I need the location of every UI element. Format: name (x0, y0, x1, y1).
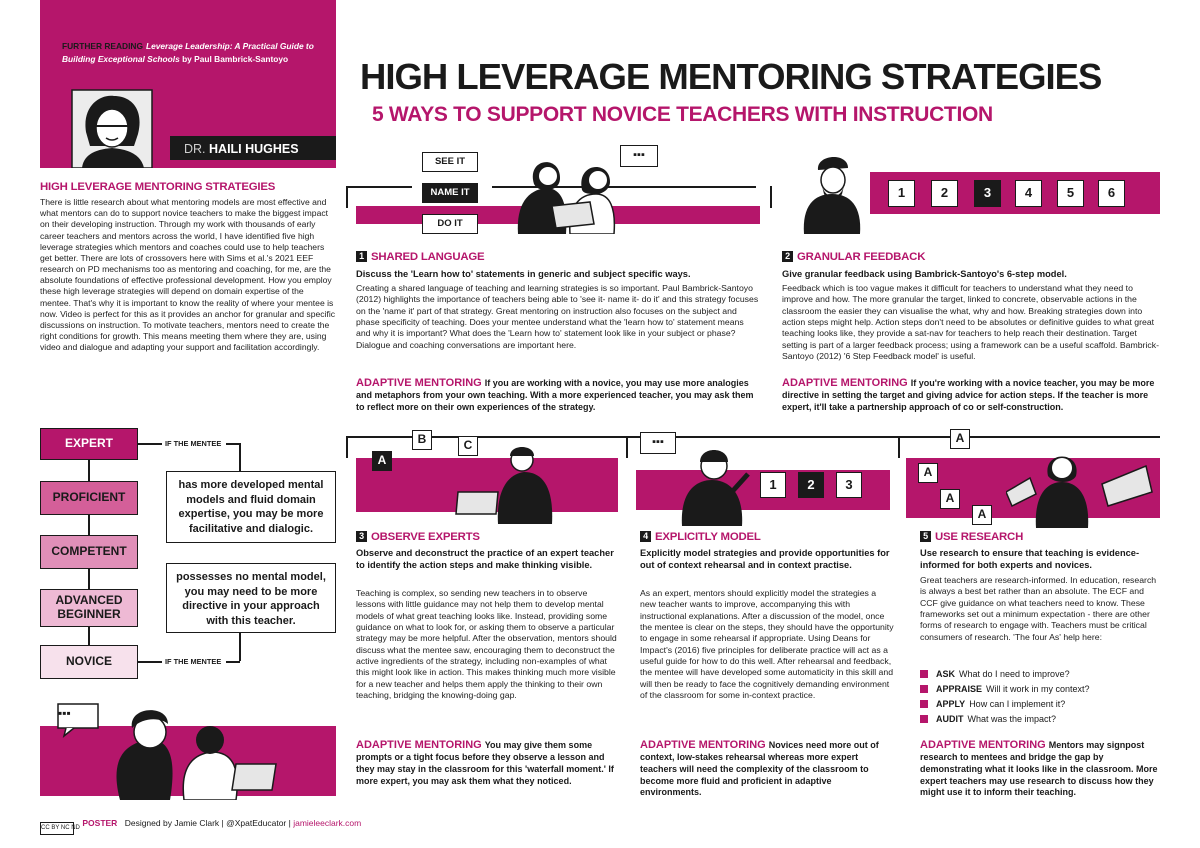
mentee-line (138, 443, 162, 445)
author-name: DR. HAILI HUGHES (170, 136, 336, 160)
section-2-adaptive: ADAPTIVE MENTORING If you're working with a novice teacher, you may be more directive in setting the target and giving advice for action steps. If the teacher is more expert, it'll take a partnership approach of co or self-construction. (782, 377, 1155, 412)
further-reading: FURTHER READING Leverage Leadership: A Practical Guide to Building Exceptional Schools by Paul Bambrick-Santoyo (62, 41, 314, 64)
list-item: APPRAISE Will it work in my context? (920, 684, 1160, 694)
mentee-expert-box: has more developed mental models and fluid domain expertise, you may be more facilitative and dialogic. (166, 471, 336, 543)
section-3-lead: Observe and deconstruct the practice of an expert teacher to identify the action steps and make thinking visible. (356, 548, 614, 571)
divider (346, 186, 412, 188)
stage-advanced-beginner: ADVANCED BEGINNER (40, 589, 138, 627)
footer (40, 818, 361, 835)
section-5-title: 5 USE RESEARCH (920, 531, 1023, 543)
page-subtitle: 5 WAYS TO SUPPORT NOVICE TEACHERS WITH INSTRUCTION (372, 103, 993, 126)
section-4-lead: Explicitly model strategies and provide opportunities for out of context rehearsal and in context practise. (640, 548, 890, 571)
mentee-novice-box: possesses no mental model, you may need to be more directive in your approach with this teacher. (166, 563, 336, 633)
section-4-text: As an expert, mentors should explicitly model the strategies a new teacher wants to improve, accompanying this with instructional explanations. After a discussion of the model, once the mentee is clear on the steps, they should have the opportunity to engage in some rehearsal if appropriate. Using Deans for Impact's (2016) five principles for deliberate practice will act as a useful guide for how to do this well. After rehearsal and feedback, the mentee will have developed some automaticity in this skill and will then be ready to face the cognitively demanding environment of the classroom for some in-context practice. (640, 588, 894, 700)
list-item: ASK What do I need to improve? (920, 669, 1160, 679)
see-it-label: SEE IT (422, 152, 478, 172)
shared-language-illustration (510, 148, 620, 234)
section-3-adaptive: ADAPTIVE MENTORING You may give them some prompts or a tight focus before they observe a lesson and they may stay in the classroom for this 'waterfall moment.' If more expert, you may ask them what they noticed. (356, 739, 614, 786)
list-item: AUDIT What was the impact? (920, 714, 1160, 724)
letter-a: A (950, 429, 970, 449)
divider (346, 436, 348, 458)
intro-title: HIGH LEVERAGE MENTORING STRATEGIES (40, 181, 276, 193)
feedback-illustration (800, 150, 866, 234)
section-1-lead: Discuss the 'Learn how to' statements in generic and subject specific ways. (356, 269, 691, 279)
section-2-lead: Give granular feedback using Bambrick-Santoyo's 6-step model. (782, 269, 1067, 279)
letter-a: A (372, 451, 392, 471)
model-step-3: 3 (836, 472, 862, 498)
letter-b: B (412, 430, 432, 450)
letter-a: A (940, 489, 960, 509)
model-step-1: 1 (760, 472, 786, 498)
speech-bubble: ▪▪▪ (620, 145, 658, 167)
stage-connector (88, 460, 90, 481)
page-title: HIGH LEVERAGE MENTORING STRATEGIES (360, 56, 1102, 97)
author-portrait (64, 86, 160, 168)
footer-credit: Designed by Jamie Clark | @XpatEducator | (124, 818, 291, 828)
section-5-adaptive: ADAPTIVE MENTORING Mentors may signpost research to mentees and bridge the gap by demonstrating what it looks like in the classroom. More expert teachers may use research to discuss how they might use it to inform their teaching. (920, 739, 1158, 798)
section-3-text: Teaching is complex, so sending new teachers in to observe lessons with little guidance may not help them to develop mental models of what great teaching looks like. Instead, providing some guidance on what to look for, or asking them to observe a particular strategy may be more helpful. After the observation, mentors should discuss what the mentee saw, encouraging them to deconstruct the active ingredients of the strategy, including non-examples of what this might look like in action. This makes thinking much more visible for a new teacher and helps them apply the thinking to their own teaching, bridging the knowing-doing gap. (356, 588, 617, 700)
stage-proficient: PROFICIENT (40, 481, 138, 515)
section-5-lead: Use research to ensure that teaching is evidence-informed for both experts and novices. (920, 548, 1140, 571)
divider (626, 436, 628, 458)
section-2-title: 2 GRANULAR FEEDBACK (782, 251, 925, 263)
letter-a: A (918, 463, 938, 483)
mentee-line (239, 443, 241, 471)
step-2: 2 (931, 180, 958, 207)
stage-competent: COMPETENT (40, 535, 138, 569)
divider (770, 186, 772, 208)
intro-text: There is little research about what mentoring models are most effective and what mentors can do to support novice teachers to make the biggest impact on their developing instruction. Through my work with thousands of early career teachers and mentors across the world, I have identified five high leverage strategies which mentors and coaches could use to help teachers get better. There are lots of crossovers here with Sims et al.'s 2021 EEF research on PD mechanisms too as mentoring and coaching, for me, are the absolute foundations of effective professional development. How you employ these high leverage strategies will depend on domain expertise of the mentee. That's why it is important to know the reality of where your mentee is now. Video is perfect for this as it provides an anchor for granular and specific discussions on instruction. To motivate teachers, mentors need to create the right conditions for growth. This means meeting them where they are, using video and dialogue and adapting your support and facilitation accordingly. (40, 197, 336, 353)
list-item: APPLY How can I implement it? (920, 699, 1160, 709)
license-badge: CC BY NC ND (40, 822, 74, 835)
do-it-label: DO IT (422, 214, 478, 234)
stage-connector (88, 627, 90, 645)
letter-a: A (972, 505, 992, 525)
observe-illustration (452, 440, 562, 524)
mentee-line (239, 633, 241, 661)
model-illustration (676, 446, 752, 526)
section-3-title: 3 OBSERVE EXPERTS (356, 531, 480, 543)
step-1: 1 (888, 180, 915, 207)
mentee-line (226, 443, 240, 445)
name-it-label: NAME IT (422, 183, 478, 203)
stage-connector (88, 569, 90, 589)
step-3: 3 (974, 180, 1001, 207)
research-illustration (1006, 444, 1156, 528)
step-6: 6 (1098, 180, 1125, 207)
footer-site-link[interactable]: jamieleeclark.com (293, 818, 362, 828)
model-step-2: 2 (798, 472, 824, 498)
divider (346, 186, 348, 208)
speech-bubble: ▪▪▪ (640, 432, 676, 454)
mentoring-illustration (40, 692, 336, 800)
mentee-tag-novice: IF THE MENTEE (165, 657, 222, 666)
footer-poster: POSTER (82, 818, 118, 828)
stage-novice: NOVICE (40, 645, 138, 679)
step-5: 5 (1057, 180, 1084, 207)
four-as-list (920, 669, 1160, 729)
stage-expert: EXPERT (40, 428, 138, 460)
speech-bubble: ▪▪▪ (58, 706, 71, 720)
step-4: 4 (1015, 180, 1042, 207)
section-4-adaptive: ADAPTIVE MENTORING Novices need more out of context, low-stakes rehearsal whereas more expert teachers will need the complexity of the classroom to become more fluid and proficient in adaptive environments. (640, 739, 879, 798)
stage-connector (88, 515, 90, 535)
mentee-line (138, 661, 162, 663)
letter-c: C (458, 436, 478, 456)
section-2-text: Feedback which is too vague makes it difficult for teachers to understand what they need to improve and how. The more granular the target, linked to concrete, observable actions in the classroom the easier they can visualise the what, why and how. Breaking strategies down into action steps might help. Action steps don't need to be absolutes or definitive guides to what great teaching looks like, they provide a sat-nav for teachers to help reach their destination. Target setting is part of a larger feedback process; using a framework can be a useful scaffold. Bambrick-Santoyo (2012) '6 Step Feedback model' is useful. (782, 283, 1159, 361)
mentee-tag-expert: IF THE MENTEE (165, 439, 222, 448)
section-1-text: Creating a shared language of teaching and learning strategies is so important. Paul Bambrick-Santoyo (2012) highlights the importance of teachers being able to 'see it- name it- do it' and this strategy focuses on the 'name it' part of that strategy. Great mentoring on instruction also focuses on the subject and phase specificity of teaching. Does your mentee understand what the 'learn how to' statement means and why it is important? What does the 'Learn how to' statement look like in your subject or phase? Dialogue and coaching conversations are important here. (356, 283, 759, 350)
section-4-title: 4 EXPLICITLY MODEL (640, 531, 761, 543)
mentee-line (226, 661, 240, 663)
section-1-adaptive: ADAPTIVE MENTORING If you are working with a novice, you may use more analogies and metaphors from your own teaching. With a more experienced teacher, you may ask them to reflect more on their own experiences of the strategy. (356, 377, 754, 412)
divider (898, 436, 900, 458)
section-1-title: 1 SHARED LANGUAGE (356, 251, 484, 263)
section-5-text: Great teachers are research-informed. In education, research is always a best bet rather than an absolute. The ECF and CCF give guidance on what teachers need to know. These frameworks set out a minimum expectation - there are other forms of research to engage with. Teachers must be critical consumers of research. 'The four As' help here: (920, 575, 1157, 642)
